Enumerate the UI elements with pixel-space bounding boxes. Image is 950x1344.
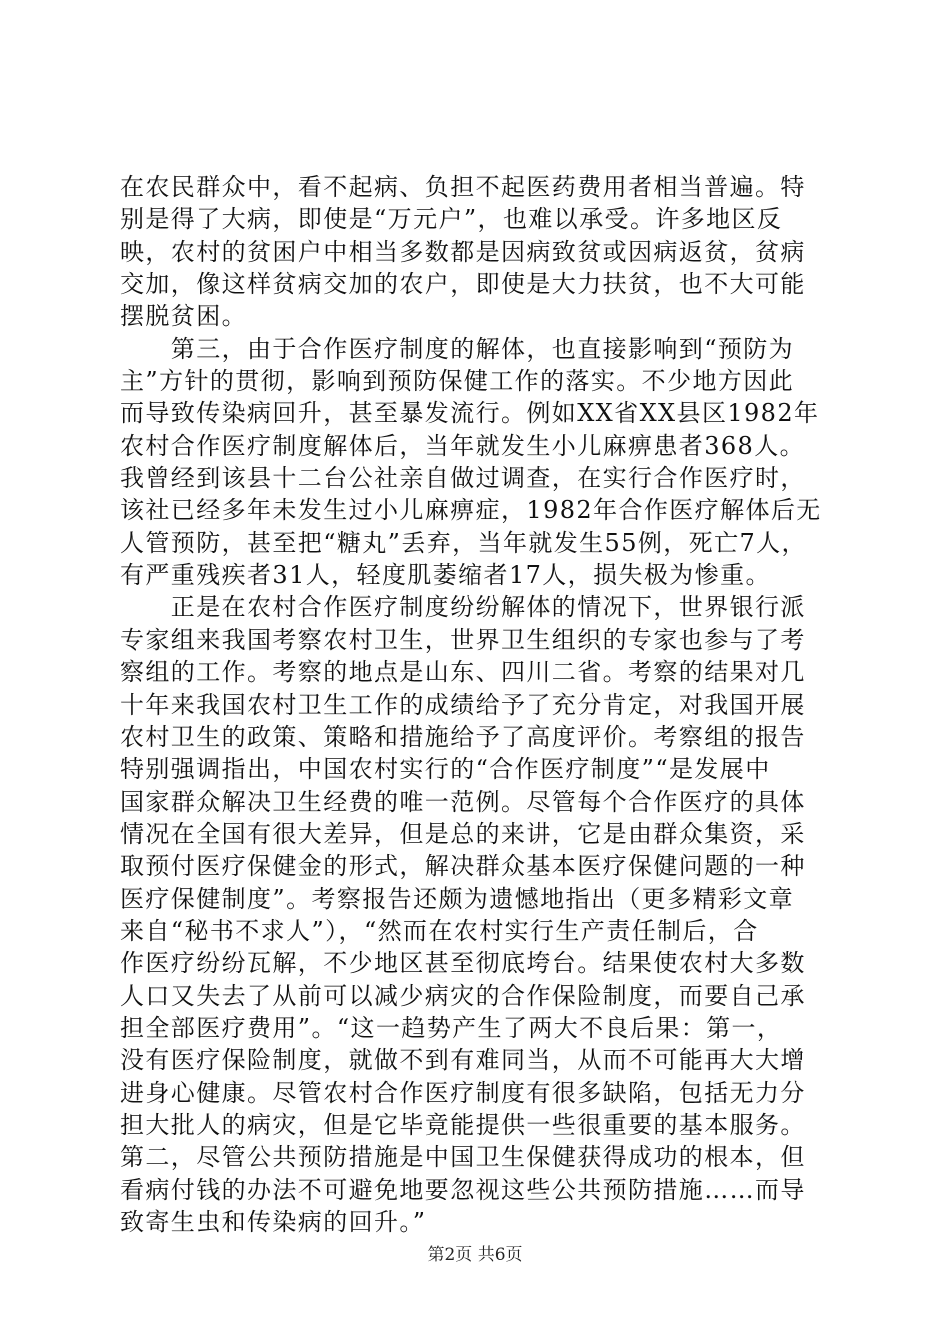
text-line: 我曾经到该县十二台公社亲自做过调查，在实行合作医疗时， (120, 464, 806, 493)
text-line: 情况在全国有很大差异，但是总的来讲，它是由群众集资，采 (120, 819, 806, 848)
page-footer (0, 1244, 950, 1266)
text-line: 农村合作医疗制度解体后，当年就发生小儿麻痹患者368人。 (120, 431, 806, 460)
text-line: 国家群众解决卫生经费的唯一范例。尽管每个合作医疗的具体 (120, 787, 806, 816)
text-line: 来自“秘书不求人”），“然而在农村实行生产责任制后，合 (120, 916, 759, 945)
text-line: 医疗保健制度”。考察报告还颇为遗憾地指出（更多精彩文章 (120, 884, 795, 913)
text-line: 没有医疗保险制度，就做不到有难同当，从而不可能再大大增 (120, 1046, 806, 1075)
text-line: 在农民群众中，看不起病、负担不起医药费用者相当普遍。特 (120, 173, 806, 201)
text-line: 担大批人的病灾，但是它毕竟能提供一些很重要的基本服务。 (120, 1110, 806, 1139)
text-line: 专家组来我国考察农村卫生，世界卫生组织的专家也参与了考 (120, 625, 806, 654)
text-line: 察组的工作。考察的地点是山东、四川二省。考察的结果对几 (120, 658, 806, 687)
text-line: 取预付医疗保健金的形式，解决群众基本医疗保健问题的一种 (120, 852, 806, 881)
text-line: 摆脱贫困。 (120, 302, 247, 331)
text-line: 进身心健康。尽管农村合作医疗制度有很多缺陷，包括无力分 (120, 1078, 806, 1107)
text-line: 而导致传染病回升，甚至暴发流行。例如XX省XX县区1982年 (120, 399, 820, 428)
text-line: 有严重残疾者31人，轻度肌萎缩者17人，损失极为惨重。 (120, 561, 771, 590)
text-line: 作医疗纷纷瓦解，不少地区甚至彻底垮台。结果使农村大多数 (120, 949, 806, 978)
text-line: 该社已经多年未发生过小儿麻痹症，1982年合作医疗解体后无 (120, 496, 822, 525)
text-line: 第三，由于合作医疗制度的解体，也直接影响到“预防为 (120, 334, 795, 363)
text-line: 担全部医疗费用”。“这一趋势产生了两大不良后果：第一， (120, 1013, 783, 1042)
text-line: 别是得了大病，即使是“万元户”，也难以承受。许多地区反 (120, 205, 783, 234)
text-line: 看病付钱的办法不可避免地要忽视这些公共预防措施……而导 (120, 1175, 806, 1204)
text-line: 特别强调指出，中国农村实行的“合作医疗制度”“是发展中 (120, 755, 771, 784)
text-line: 交加，像这样贫病交加的农户，即使是大力扶贫，也不大可能 (120, 270, 806, 299)
text-line: 第二，尽管公共预防措施是中国卫生保健获得成功的根本，但 (120, 1143, 806, 1172)
text-line: 十年来我国农村卫生工作的成绩给予了充分肯定，对我国开展 (120, 690, 806, 719)
document-body (120, 171, 838, 1238)
page-number-label: 第2页 共6页 (427, 1245, 523, 1265)
text-line: 映，农村的贫困户中相当多数都是因病致贫或因病返贫，贫病 (120, 237, 806, 266)
text-line: 人口又失去了从前可以减少病灾的合作保险制度，而要自己承 (120, 981, 806, 1010)
text-line: 正是在农村合作医疗制度纷纷解体的情况下，世界银行派 (120, 593, 806, 622)
text-line: 致寄生虫和传染病的回升。” (120, 1208, 427, 1236)
text-line: 主”方针的贯彻，影响到预防保健工作的落实。不少地方因此 (120, 367, 795, 396)
text-line: 人管预防，甚至把“糖丸”丢弃，当年就发生55例，死亡7人， (120, 528, 807, 557)
text-line: 农村卫生的政策、策略和措施给予了高度评价。考察组的报告 (120, 722, 806, 751)
